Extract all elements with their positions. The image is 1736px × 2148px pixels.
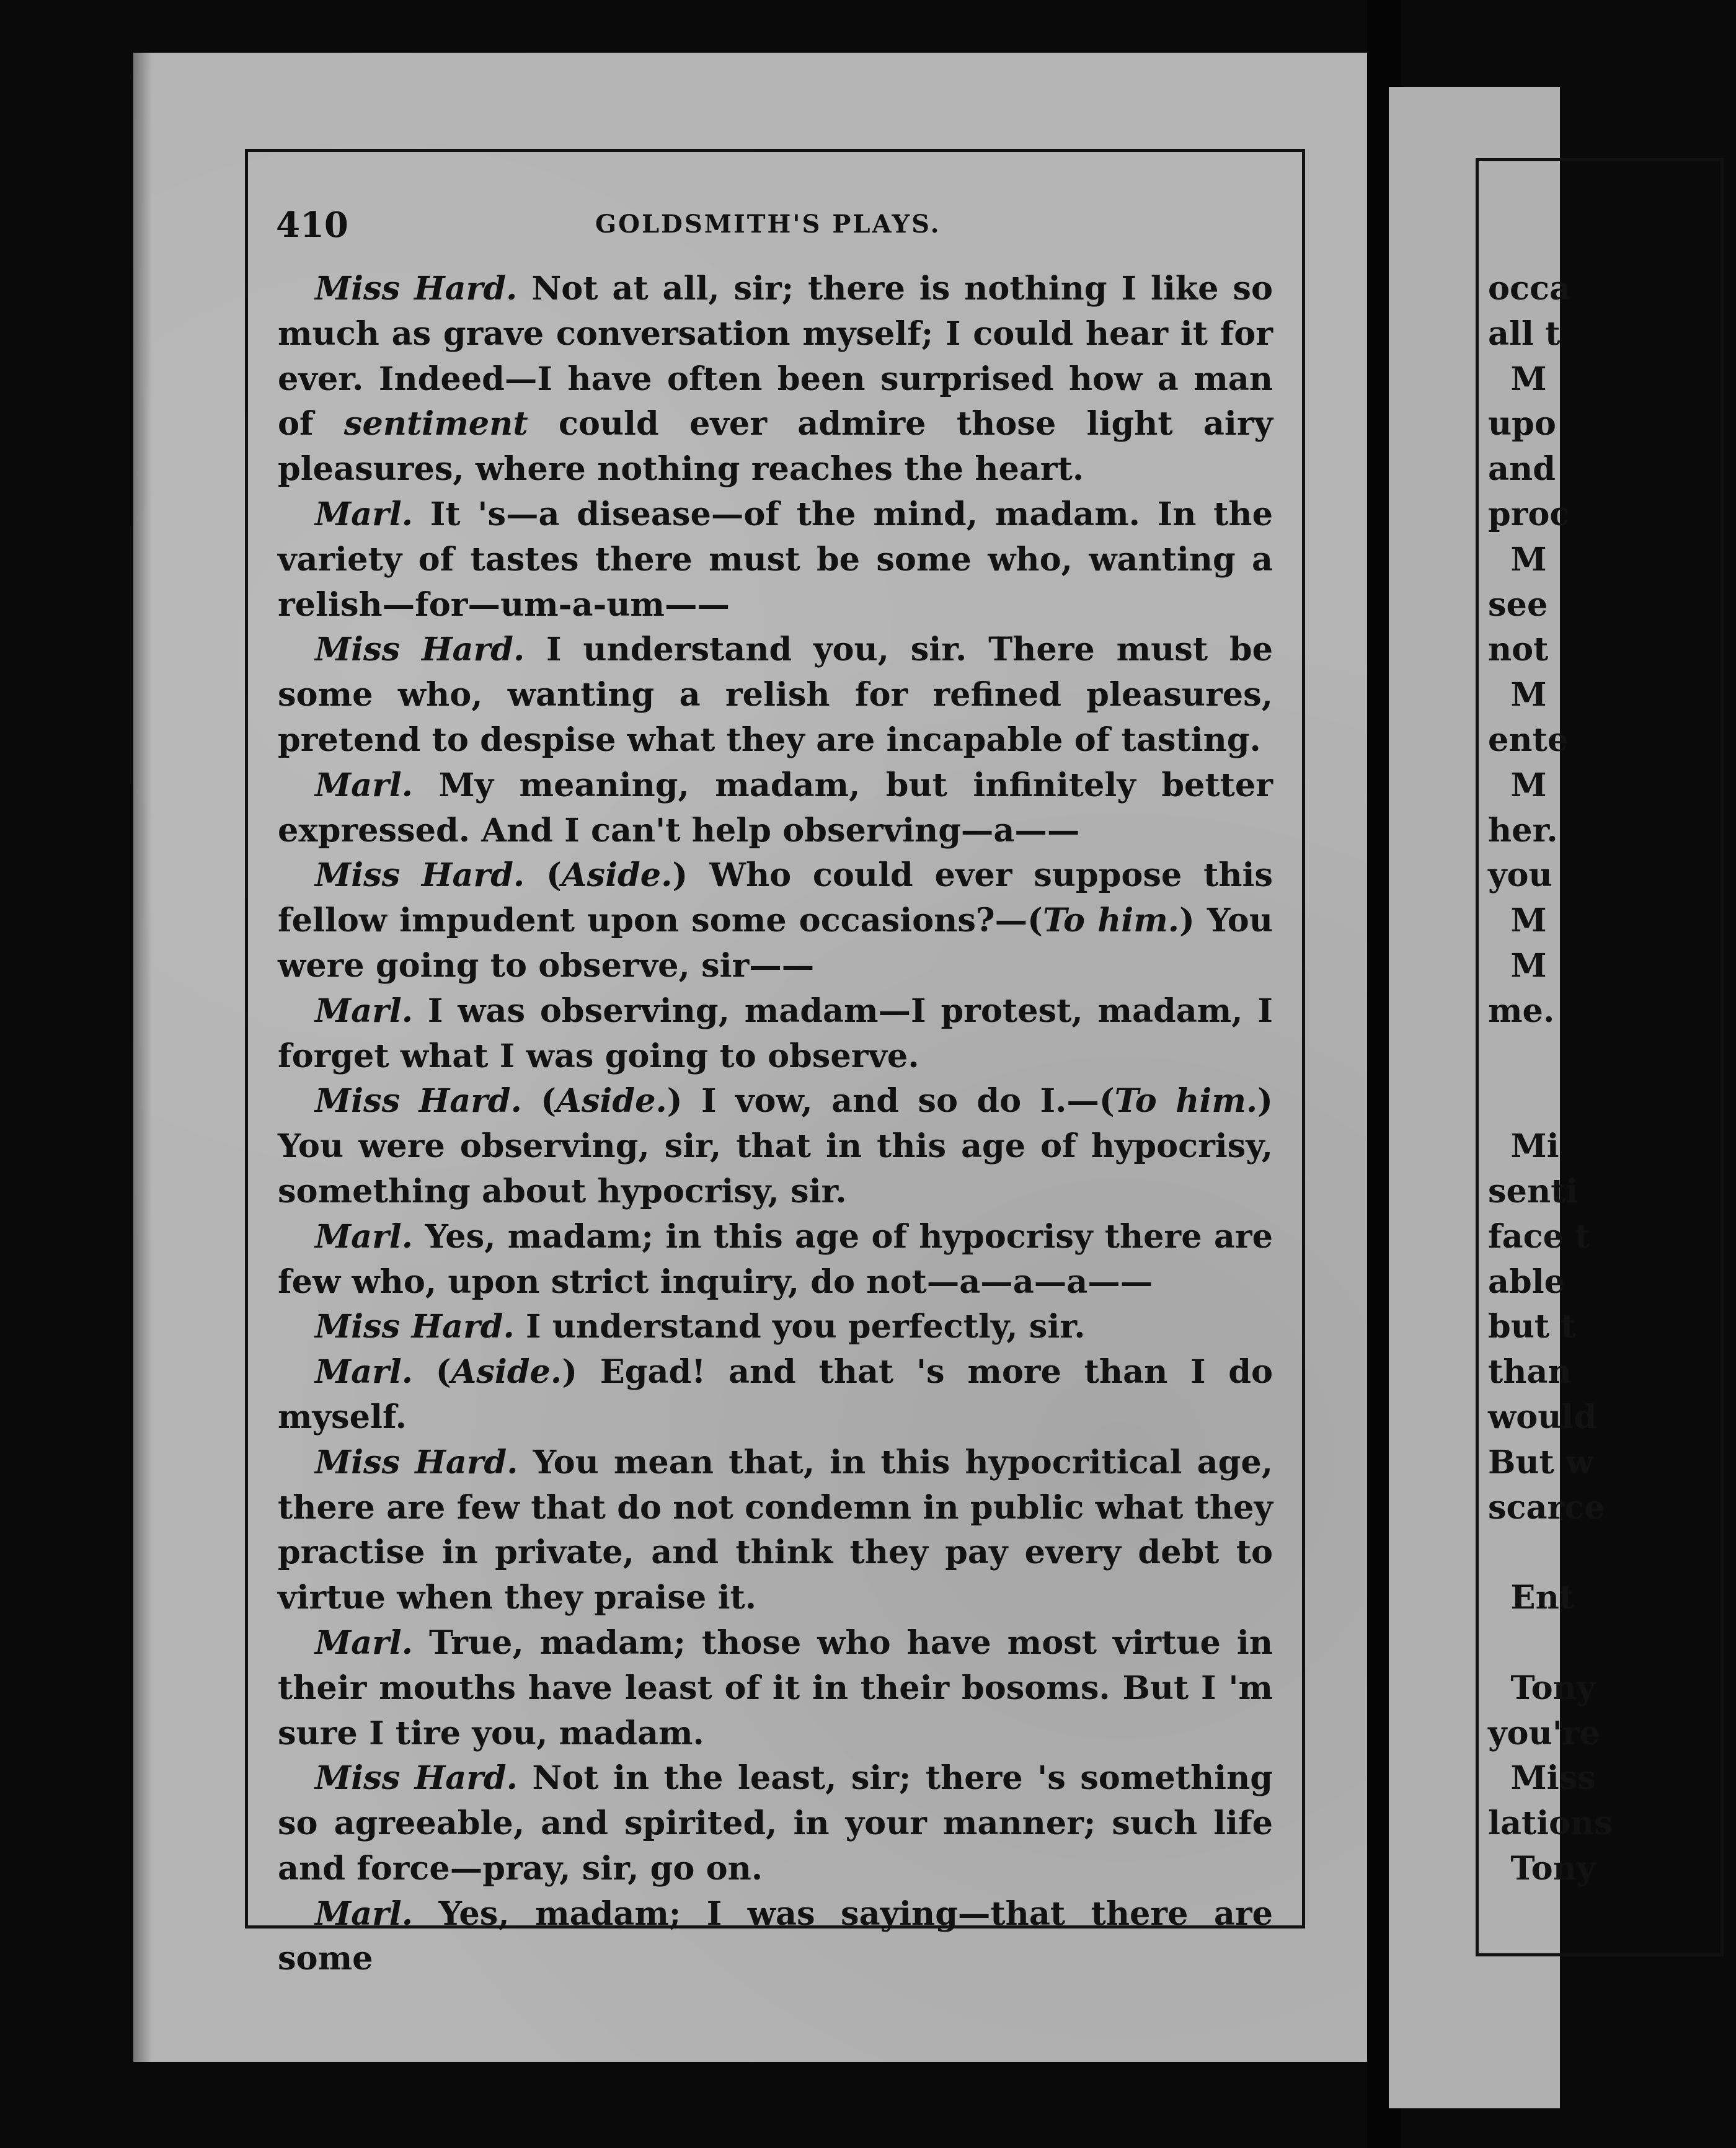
right-page-line-fragment: M — [1488, 766, 1547, 804]
speaker-name: Miss Hard. — [315, 1082, 522, 1121]
stage-direction: To him. — [1043, 902, 1180, 940]
book-page-right — [1389, 87, 1613, 2108]
page-header — [276, 205, 1268, 248]
right-page-line-fragment: M — [1488, 946, 1547, 985]
dialogue-paragraph — [278, 1350, 1273, 1440]
dialogue-text: Yes, madam; I was saying—that there are some — [278, 1894, 1273, 1978]
speaker-name: Marl. — [315, 495, 414, 533]
right-page-line-fragment — [1488, 1530, 1736, 1576]
right-page-line-fragment: see — [1488, 585, 1548, 624]
dialogue-text: could ever admire those light airy pleasures, where nothing reaches the heart. — [278, 405, 1273, 489]
dialogue-paragraph — [278, 1440, 1273, 1621]
dialogue-text: ) Egad! and that 's more than I do myself. — [278, 1353, 1273, 1436]
dialogue-text: My meaning, madam, but infinitely better expressed. And I can't help observing—a—— — [278, 766, 1273, 850]
dialogue-text: True, madam; those who have most virtue in their mouths have least of it in their bosoms. But I 'm sure I tire you, madam. — [278, 1623, 1273, 1752]
dialogue-text: ( — [413, 1353, 451, 1391]
right-page-line-fragment: face t — [1488, 1217, 1590, 1256]
speaker-name: Miss Hard. — [315, 1308, 515, 1346]
dialogue-text: ) I vow, and so do I.—( — [666, 1082, 1115, 1121]
dialogue-paragraph — [278, 1892, 1273, 1982]
right-page-text-fragments — [1488, 267, 1736, 1892]
right-page-line-fragment: occa — [1488, 270, 1570, 308]
speaker-name: Marl. — [315, 1623, 414, 1662]
stage-direction: Aside. — [451, 1353, 562, 1391]
dialogue-paragraph — [278, 1305, 1273, 1350]
speaker-name: Marl. — [315, 1353, 414, 1391]
right-page-line-fragment: would — [1488, 1398, 1597, 1436]
dialogue-text: ) Who could ever suppose this fellow impudent upon some occasions?—( — [278, 856, 1273, 940]
right-page-line-fragment: all t — [1488, 314, 1561, 353]
speaker-name: Miss Hard. — [315, 270, 518, 308]
speaker-name: Miss Hard. — [315, 856, 525, 895]
speaker-name: Marl. — [315, 992, 414, 1030]
right-page-line-fragment: lations — [1488, 1804, 1613, 1843]
dialogue-paragraph — [278, 1756, 1273, 1891]
right-page-line-fragment: Ent — [1488, 1579, 1574, 1617]
dialogue-paragraph — [278, 989, 1273, 1080]
right-page-line-fragment: Mi — [1488, 1127, 1559, 1166]
dialogue-paragraph — [278, 853, 1273, 988]
dialogue-paragraph — [278, 628, 1273, 763]
dialogue-text: ) You were going to observe, sir—— — [278, 902, 1273, 985]
right-page-line-fragment: Miss — [1488, 1759, 1596, 1798]
right-page-line-fragment: but t — [1488, 1308, 1576, 1346]
dialogue-paragraph — [278, 1621, 1273, 1756]
dialogue-paragraph — [278, 1215, 1273, 1305]
right-page-line-fragment: scarce — [1488, 1488, 1605, 1527]
dialogue-text: I was observing, madam—I protest, madam, I forget what I was going to observe. — [278, 992, 1273, 1075]
speaker-name: Marl. — [315, 1894, 414, 1933]
right-page-line-fragment: Tony — [1488, 1669, 1596, 1707]
right-page-line-fragment: and — [1488, 450, 1556, 489]
dialogue-text: You mean that, in this hypocritical age, there are few that do not condemn in public what they practise in private, and think they pay every debt to virtue when they praise it. — [278, 1443, 1273, 1617]
dialogue-text: I understand you, sir. There must be some who, wanting a relish for refined pleasures, pretend to despise what they are incapable of tasting. — [278, 631, 1273, 759]
right-page-line-fragment: M — [1488, 360, 1547, 398]
dialogue-text: It 's—a disease—of the mind, madam. In the variety of tastes there must be some who, wanting a relish—for—um-a-um—— — [278, 495, 1273, 624]
right-page-line-fragment: proc — [1488, 495, 1570, 533]
right-page-line-fragment: you — [1488, 856, 1552, 895]
speaker-name: Miss Hard. — [315, 1759, 518, 1798]
dialogue-text: ( — [521, 1082, 557, 1121]
right-page-line-fragment: not — [1488, 631, 1549, 669]
dialogue-text: Not in the least, sir; there 's something so agreeable, and spirited, in your manner; such life and force—pray, sir, go on. — [278, 1759, 1273, 1888]
right-page-line-fragment: But w — [1488, 1443, 1594, 1481]
speaker-name: Marl. — [315, 1217, 414, 1256]
right-page-line-fragment: M — [1488, 676, 1547, 714]
dialogue-paragraph — [278, 492, 1273, 628]
dialogue-text: I understand you perfectly, sir. — [514, 1308, 1086, 1346]
stage-direction: Aside. — [561, 856, 673, 895]
right-page-line-fragment: able — [1488, 1263, 1566, 1301]
right-page-line-fragment: her. — [1488, 811, 1558, 850]
dialogue-paragraph — [278, 1079, 1273, 1214]
stage-direction: To him. — [1114, 1082, 1258, 1121]
dialogue-paragraph — [278, 267, 1273, 492]
running-title: GOLDSMITH'S PLAYS. — [595, 210, 941, 239]
right-page-line-fragment — [1488, 1079, 1736, 1124]
stage-direction: sentiment — [343, 405, 528, 443]
dialogue-text: Yes, madam; in this age of hypocrisy there are few who, upon strict inquiry, do not—a—a—a—— — [278, 1217, 1273, 1301]
play-text-body — [278, 267, 1273, 1982]
stage-direction: Aside. — [556, 1082, 667, 1121]
dialogue-text: ( — [525, 856, 562, 895]
dialogue-paragraph — [278, 763, 1273, 854]
right-page-line-fragment — [1488, 1621, 1736, 1666]
page-number: 410 — [276, 205, 348, 246]
right-page-line-fragment: M — [1488, 540, 1547, 579]
right-page-line-fragment: than — [1488, 1353, 1572, 1391]
right-page-line-fragment: Tony — [1488, 1849, 1596, 1888]
right-page-line-fragment: M — [1488, 902, 1547, 940]
speaker-name: Miss Hard. — [315, 1443, 518, 1481]
speaker-name: Miss Hard. — [315, 631, 525, 669]
right-page-line-fragment: upo — [1488, 405, 1556, 443]
right-page-line-fragment: me. — [1488, 992, 1555, 1030]
right-page-line-fragment: senti — [1488, 1172, 1579, 1210]
right-page-line-fragment: you're — [1488, 1714, 1600, 1752]
right-page-line-fragment: ente — [1488, 721, 1569, 759]
right-page-line-fragment — [1488, 1034, 1736, 1080]
dialogue-text: Not at all, sir; there is nothing I like so much as grave conversation myself; I could hear it for ever. Indeed—I have often been surprised how a man of — [278, 270, 1273, 443]
speaker-name: Marl. — [315, 766, 414, 804]
dialogue-text: ) You were observing, sir, that in this age of hypocrisy, something about hypocrisy, sir. — [278, 1082, 1273, 1210]
